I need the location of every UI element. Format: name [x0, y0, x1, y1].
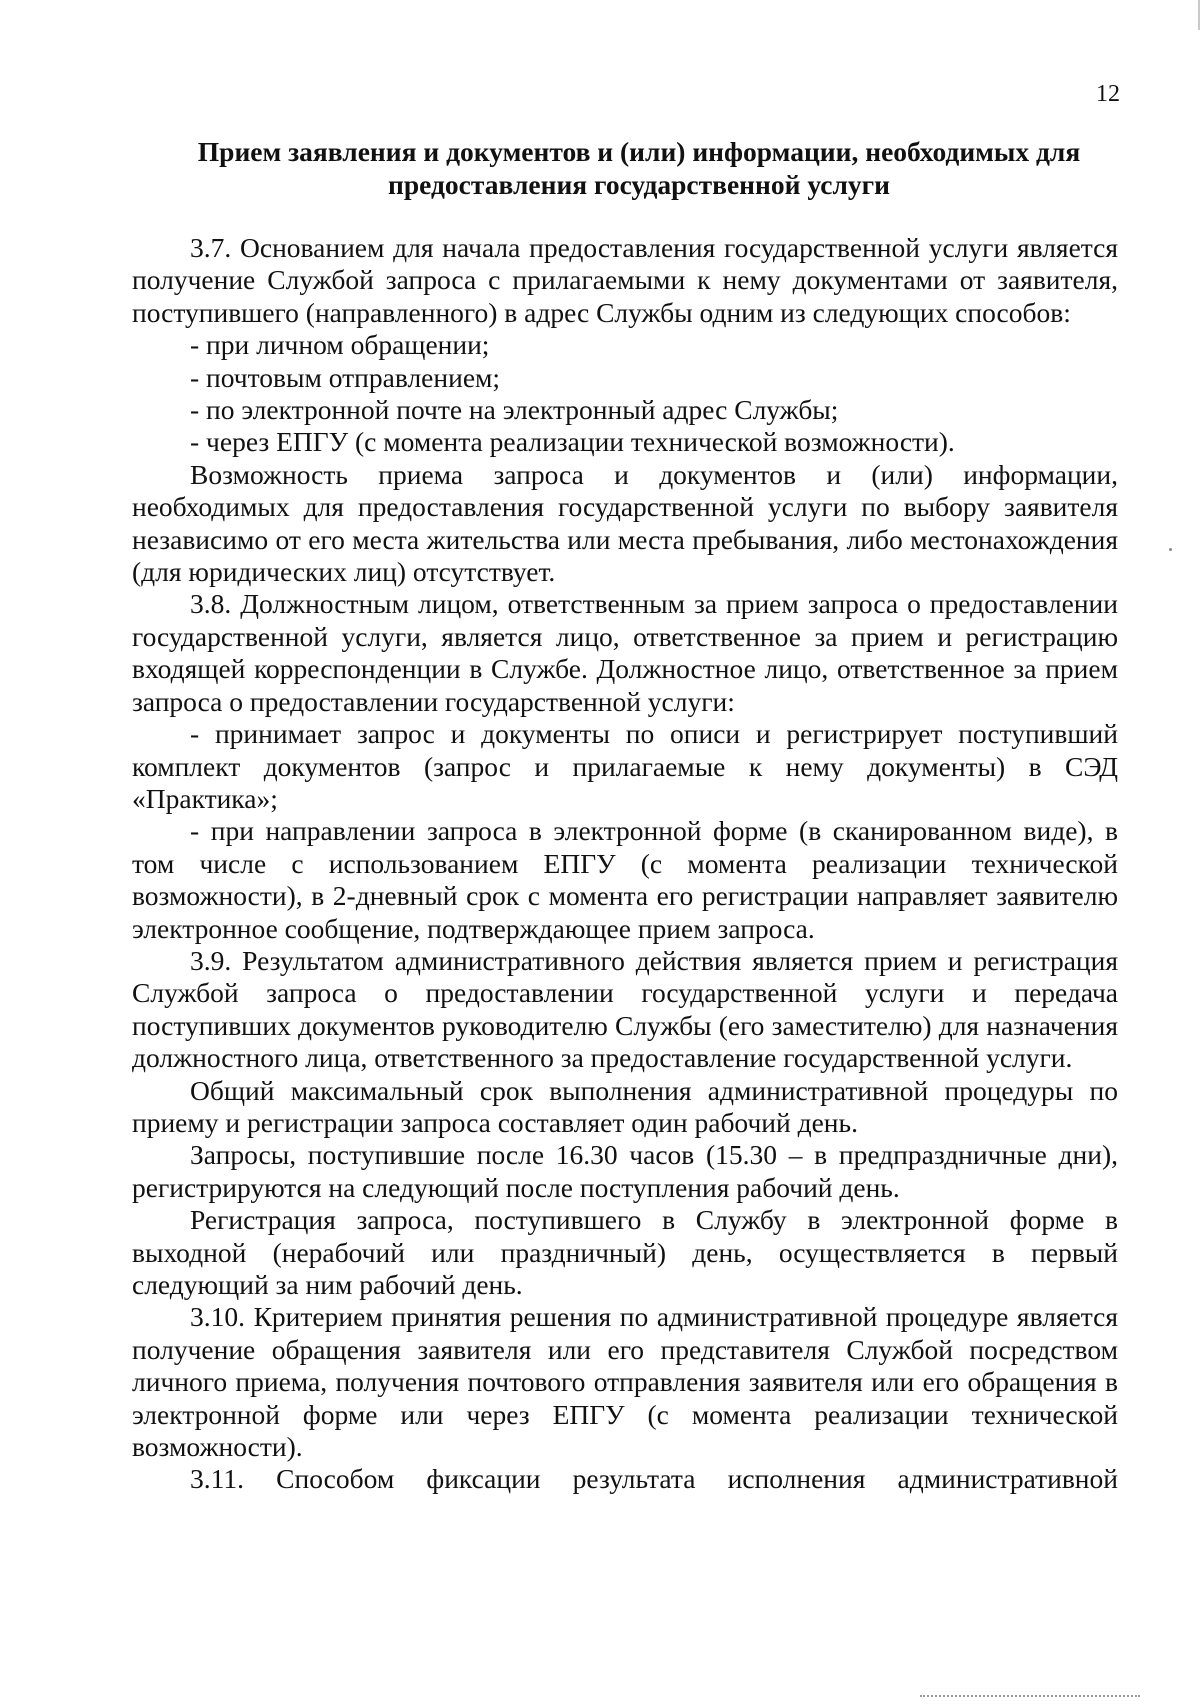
- paragraph-3-11: 3.11. Способом фиксации результата исполнения административной: [190, 1463, 1118, 1495]
- paragraph-3-8: 3.8. Должностным лицом, ответственным за прием запроса о предоставлении государственной услуги, является лицо, ответственное за прием и регистрацию входящей корреспонденции в Службе. Должностное лицо, ответственное за прием запроса о предоставлении государственной услуги:: [132, 588, 1118, 717]
- document-body: [132, 232, 1118, 1496]
- scan-bottom-mark: [920, 1695, 1140, 1700]
- list-item-personal: - при личном обращении;: [190, 329, 490, 361]
- paragraph-3-9-late-requests: Запросы, поступившие после 16.30 часов (15.30 – в предпраздничные дни), регистрируются на следующий после поступления рабочий день.: [132, 1139, 1118, 1203]
- paragraph-3-9-weekend: Регистрация запроса, поступившего в Службу в электронной форме в выходной (нерабочий или праздничный) день, осуществляется в первый следующий за ним рабочий день.: [132, 1204, 1118, 1300]
- section-heading: Прием заявления и документов и (или) информации, необходимых для предоставления государственной услуги: [197, 136, 1081, 200]
- list-item-post: - почтовым отправлением;: [190, 361, 501, 393]
- scan-speck: [1169, 548, 1172, 551]
- list-item-epgu: - через ЕПГУ (с момента реализации технической возможности).: [190, 426, 955, 458]
- paragraph-3-9: 3.9. Результатом административного действия является прием и регистрация Службой запроса о предоставлении государственной услуги и передача поступивших документов руководителю Службы (его заместителю) для назначения должностного лица, ответственного за предоставление государственной услуги.: [132, 944, 1118, 1074]
- paragraph-3-8-electronic: - при направлении запроса в электронной форме (в сканированном виде), в том числе с использованием ЕПГУ (с момента реализации технической возможности), в 2-дневный срок с момента его регистрации направляет заявителю электронное сообщение, подтверждающее прием запроса.: [132, 815, 1118, 944]
- list-item-email: - по электронной почте на электронный адрес Службы;: [190, 394, 839, 426]
- paragraph-3-10: 3.10. Критерием принятия решения по административной процедуре является получение обращения заявителя или его представителя Службой посредством личного приема, получения почтового отправления заявителя или его обращения в электронной форме или через ЕПГУ (с момента реализации технической возможности).: [132, 1301, 1118, 1463]
- paragraph-3-9-term: Общий максимальный срок выполнения административной процедуры по приему и регистрации запроса составляет один рабочий день.: [132, 1074, 1118, 1138]
- paragraph-3-7: 3.7. Основанием для начала предоставления государственной услуги является получение Службой запроса с прилагаемыми к нему документами от заявителя, поступившего (направленного) в адрес Службы одним из следующих способов:: [132, 232, 1118, 328]
- paragraph-3-7-possibility: Возможность приема запроса и документов и (или) информации, необходимых для предоставления государственной услуги по выбору заявителя независимо от его места жительства или места пребывания, либо местонахождения (для юридических лиц) отсутствует.: [132, 458, 1118, 588]
- page-number: 12: [1096, 81, 1120, 107]
- paragraph-3-8-accepts: - принимает запрос и документы по описи и регистрирует поступивший комплект документов (запрос и прилагаемые к нему документы) в СЭД «Практика»;: [132, 718, 1118, 814]
